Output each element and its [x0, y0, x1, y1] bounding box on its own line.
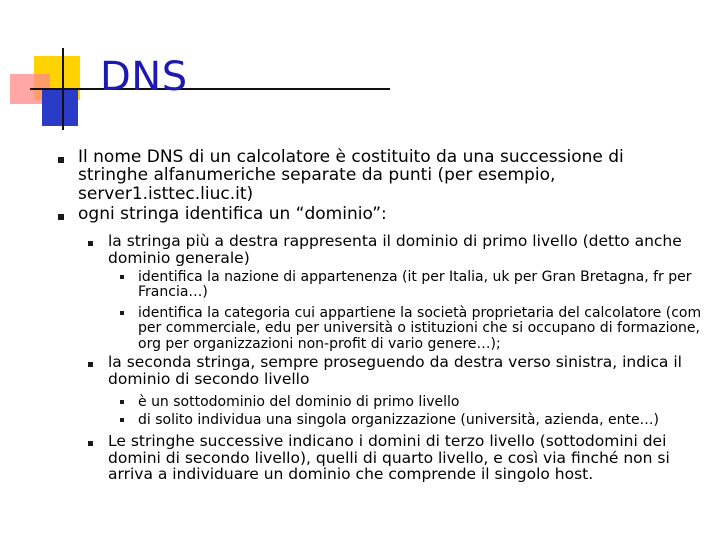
square-bullet-icon	[88, 241, 93, 246]
square-bullet-icon	[58, 214, 64, 220]
list-item: di solito individua una singola organizzazione (università, azienda, ente…)	[138, 412, 660, 428]
list-item: è un sottodominio del dominio di primo livello	[138, 394, 460, 410]
square-bullet-icon	[88, 441, 93, 446]
list-item: identifica la nazione di appartenenza (it per Italia, uk per Gran Bretagna, fr per Francia…)	[138, 269, 692, 301]
square-bullet-icon	[58, 157, 64, 163]
square-bullet-icon	[120, 418, 124, 422]
list-item: la stringa più a destra rappresenta il dominio di primo livello (detto anche dominio generale)	[108, 232, 682, 267]
slide-title: DNS	[100, 54, 188, 100]
list-item: la seconda stringa, sempre proseguendo da destra verso sinistra, indica il dominio di secondo livello	[108, 353, 682, 388]
list-item: identifica la categoria cui appartiene la società proprietaria del calcolatore (com per commerciale, edu per università o istituzioni che si occupano di formazione, org per organizzazioni non-profit di vario genere…);	[138, 305, 702, 352]
square-bullet-icon	[120, 275, 124, 279]
list-item: Le stringhe successive indicano i domini di terzo livello (sottodomini dei domini di secondo livello), quelli di quarto livello, e così via finché non si arriva a individuare un dominio che comprende il singolo host.	[108, 432, 670, 484]
list-item: ogni stringa identifica un “dominio”:	[78, 204, 387, 224]
square-bullet-icon	[88, 362, 93, 367]
list-item: Il nome DNS di un calcolatore è costituito da una successione di stringhe alfanumeriche separate da punti (per esempio, server1.isttec.liuc.it)	[78, 147, 624, 204]
square-bullet-icon	[120, 311, 124, 315]
square-bullet-icon	[120, 400, 124, 404]
